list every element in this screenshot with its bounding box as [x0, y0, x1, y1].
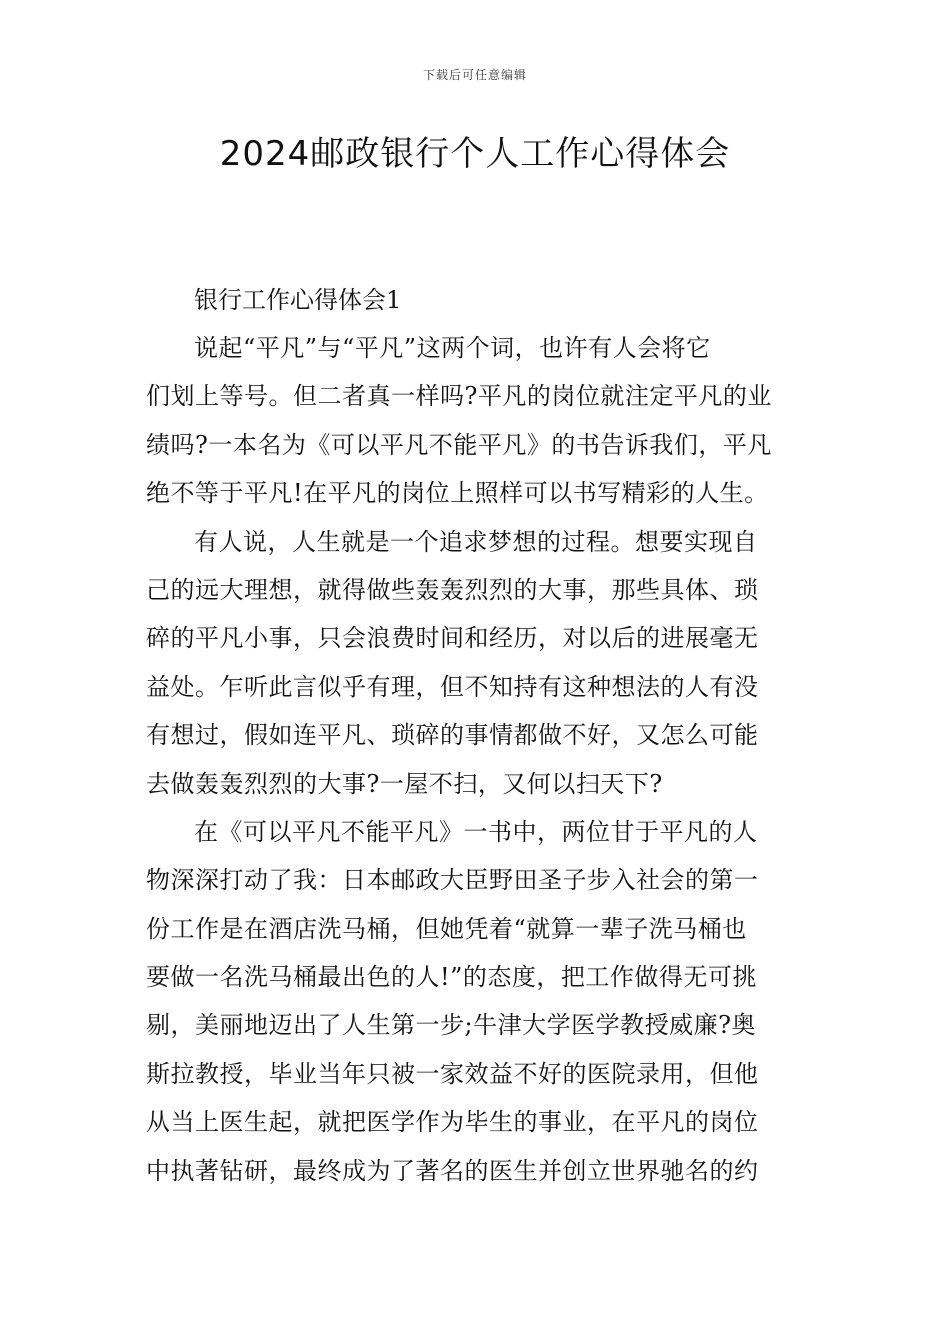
text-line-12: 物深深打动了我：日本邮政大臣野田圣子步入社会的第一: [146, 866, 759, 895]
text-line-8: 益处。乍听此言似乎有理，但不知持有这种想法的人有没: [146, 672, 759, 701]
header-note: 下载后可任意编辑: [422, 68, 527, 82]
text-line-14: 要做一名洗马桶最出色的人!”的态度，把工作做得无可挑: [146, 963, 757, 992]
document-body: [146, 276, 806, 1195]
document-title: 2024邮政银行个人工作心得体会: [219, 134, 731, 174]
text-line-4: 绝不等于平凡!在平凡的岗位上照样可以书写精彩的人生。: [146, 479, 769, 508]
text-line-7: 碎的平凡小事，只会浪费时间和经历，对以后的进展毫无: [146, 624, 759, 653]
text-line-15: 剔，美丽地迈出了人生第一步;牛津大学医学教授威廉?奥: [146, 1011, 756, 1040]
text-line-16: 斯拉教授，毕业当年只被一家效益不好的医院录用，但他: [146, 1059, 759, 1088]
text-line-2: 们划上等号。但二者真一样吗?平凡的岗位就注定平凡的业: [146, 382, 772, 411]
text-line-5: 有人说，人生就是一个追求梦想的过程。想要实现自: [194, 527, 758, 556]
text-line-18: 中执著钻研，最终成为了著名的医生并创立世界驰名的约: [146, 1156, 759, 1185]
section-subtitle: 银行工作心得体会1: [194, 286, 402, 314]
text-line-9: 有想过，假如连平凡、琐碎的事情都做不好，又怎么可能: [146, 721, 759, 750]
text-line-1: 说起“平凡”与“平凡”这两个词，也许有人会将它: [194, 334, 711, 362]
text-line-3: 绩吗?一本名为《可以平凡不能平凡》的书告诉我们，平凡: [146, 430, 772, 459]
text-line-10: 去做轰轰烈烈的大事?一屋不扫，又何以扫天下?: [146, 769, 663, 798]
text-line-6: 己的远大理想，就得做些轰轰烈烈的大事，那些具体、琐: [146, 575, 759, 604]
text-line-11: 在《可以平凡不能平凡》一书中，两位甘于平凡的人: [194, 817, 758, 846]
text-line-17: 从当上医生起，就把医学作为毕生的事业，在平凡的岗位: [146, 1108, 759, 1137]
text-line-13: 份工作是在酒店洗马桶，但她凭着“就算一辈子洗马桶也: [146, 914, 747, 943]
